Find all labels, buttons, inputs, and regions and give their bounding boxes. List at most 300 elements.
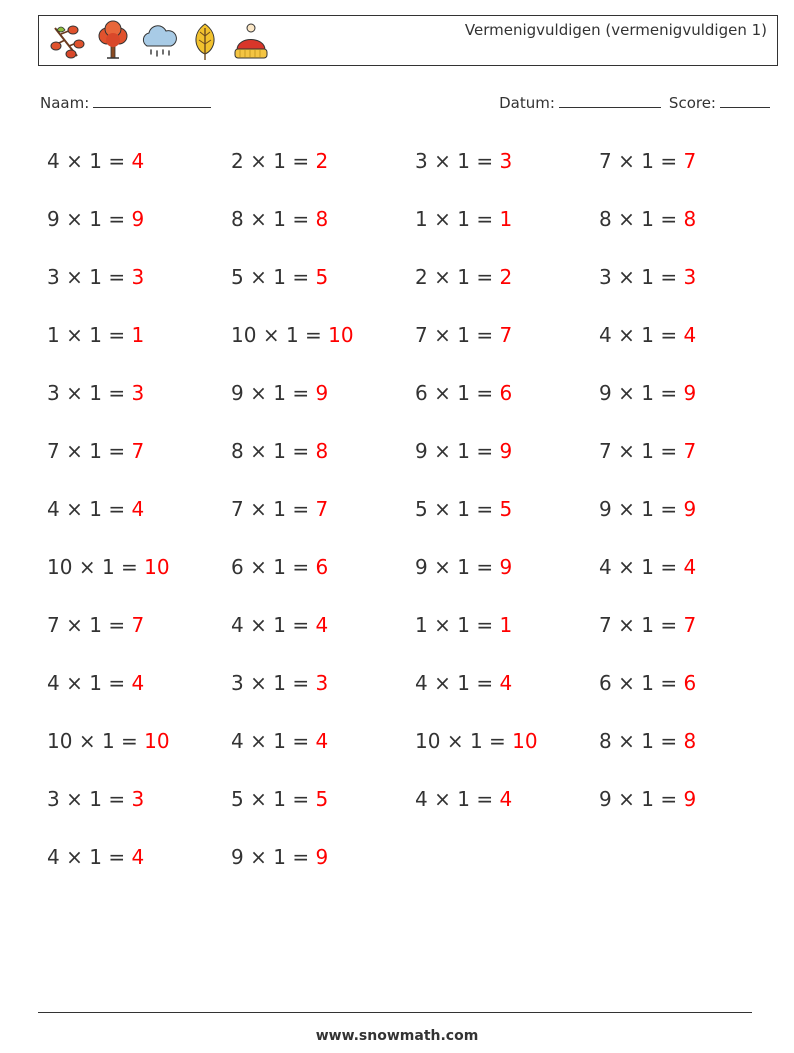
answer: 4 xyxy=(315,613,329,637)
factor-b: 1 xyxy=(457,323,470,347)
times-sign: × xyxy=(66,845,83,869)
times-sign: × xyxy=(66,381,83,405)
equals-sign: = xyxy=(476,497,494,521)
problem xyxy=(47,259,231,317)
problem-row xyxy=(47,665,787,723)
problem xyxy=(599,259,783,317)
factor-b: 1 xyxy=(457,149,470,173)
equals-sign: = xyxy=(476,149,494,173)
problem xyxy=(231,839,415,897)
problem-row xyxy=(47,201,787,259)
factor-b: 1 xyxy=(457,439,470,463)
problem xyxy=(599,665,783,723)
problem xyxy=(47,491,231,549)
answer: 4 xyxy=(315,729,329,753)
equals-sign: = xyxy=(108,787,126,811)
times-sign: × xyxy=(618,613,635,637)
equals-sign: = xyxy=(292,845,310,869)
factor-b: 1 xyxy=(89,149,102,173)
times-sign: × xyxy=(78,729,96,753)
times-sign: × xyxy=(66,207,83,231)
equals-sign: = xyxy=(292,265,310,289)
times-sign: × xyxy=(618,265,635,289)
factor-a: 5 xyxy=(231,265,244,289)
factor-b: 1 xyxy=(89,207,102,231)
equals-sign: = xyxy=(660,729,678,753)
factor-b: 1 xyxy=(273,729,286,753)
problem xyxy=(231,491,415,549)
name-field xyxy=(40,93,211,112)
factor-b: 1 xyxy=(89,613,102,637)
factor-b: 1 xyxy=(273,671,286,695)
footer-divider xyxy=(38,1012,752,1013)
score-blank-line[interactable] xyxy=(720,93,770,108)
factor-a: 1 xyxy=(47,323,60,347)
factor-a: 4 xyxy=(415,787,428,811)
factor-b: 1 xyxy=(457,381,470,405)
problem xyxy=(415,317,599,375)
times-sign: × xyxy=(250,787,267,811)
equals-sign: = xyxy=(108,149,126,173)
factor-b: 1 xyxy=(641,729,654,753)
times-sign: × xyxy=(66,613,83,637)
factor-a: 6 xyxy=(599,671,612,695)
times-sign: × xyxy=(434,497,451,521)
factor-b: 1 xyxy=(89,265,102,289)
times-sign: × xyxy=(446,729,464,753)
equals-sign: = xyxy=(292,149,310,173)
answer: 9 xyxy=(315,381,329,405)
equals-sign: = xyxy=(660,381,678,405)
equals-sign: = xyxy=(660,207,678,231)
problem-row xyxy=(47,607,787,665)
problem xyxy=(231,549,415,607)
times-sign: × xyxy=(66,787,83,811)
answer: 4 xyxy=(683,555,697,579)
answer: 7 xyxy=(315,497,329,521)
factor-a: 9 xyxy=(47,207,60,231)
times-sign: × xyxy=(618,787,635,811)
yellow-leaf-icon xyxy=(185,20,225,62)
problem xyxy=(599,607,783,665)
factor-b: 1 xyxy=(641,323,654,347)
factor-a: 10 xyxy=(231,323,257,347)
factor-a: 5 xyxy=(415,497,428,521)
answer: 3 xyxy=(315,671,329,695)
answer: 5 xyxy=(499,497,513,521)
problem xyxy=(231,723,415,781)
name-blank-line[interactable] xyxy=(93,93,211,108)
equals-sign: = xyxy=(476,555,494,579)
equals-sign: = xyxy=(660,555,678,579)
equals-sign: = xyxy=(292,613,310,637)
answer: 3 xyxy=(131,787,145,811)
problem xyxy=(231,317,415,375)
problem-row xyxy=(47,143,787,201)
times-sign: × xyxy=(250,497,267,521)
problem xyxy=(415,433,599,491)
factor-a: 4 xyxy=(231,613,244,637)
factor-a: 9 xyxy=(599,497,612,521)
factor-a: 3 xyxy=(415,149,428,173)
problem xyxy=(599,433,783,491)
answer: 10 xyxy=(512,729,538,753)
answer: 5 xyxy=(315,787,329,811)
problem xyxy=(47,607,231,665)
factor-a: 4 xyxy=(599,323,612,347)
factor-b: 1 xyxy=(641,613,654,637)
factor-a: 7 xyxy=(47,439,60,463)
factor-b: 1 xyxy=(273,265,286,289)
answer: 9 xyxy=(683,497,697,521)
worksheet-title: Vermenigvuldigen (vermenigvuldigen 1) xyxy=(464,21,767,39)
times-sign: × xyxy=(250,207,267,231)
factor-a: 9 xyxy=(231,381,244,405)
problem xyxy=(231,259,415,317)
factor-b: 1 xyxy=(641,497,654,521)
times-sign: × xyxy=(434,671,451,695)
problem xyxy=(599,723,783,781)
problem-row xyxy=(47,781,787,839)
problem xyxy=(415,781,599,839)
problem-row xyxy=(47,723,787,781)
factor-a: 3 xyxy=(231,671,244,695)
answer: 4 xyxy=(499,671,513,695)
problem xyxy=(47,143,231,201)
times-sign: × xyxy=(250,265,267,289)
problem-row xyxy=(47,433,787,491)
answer: 9 xyxy=(499,555,513,579)
factor-b: 1 xyxy=(89,497,102,521)
problem xyxy=(415,665,599,723)
answer: 7 xyxy=(131,613,145,637)
answer: 1 xyxy=(499,613,513,637)
times-sign: × xyxy=(250,845,267,869)
worksheet-header xyxy=(38,15,778,66)
answer: 1 xyxy=(499,207,513,231)
problem-row xyxy=(47,839,787,897)
answer: 4 xyxy=(131,845,145,869)
answer: 4 xyxy=(499,787,513,811)
factor-a: 1 xyxy=(415,613,428,637)
equals-sign: = xyxy=(476,671,494,695)
problem-grid xyxy=(47,143,787,897)
factor-b: 1 xyxy=(457,497,470,521)
problem xyxy=(599,375,783,433)
equals-sign: = xyxy=(292,729,310,753)
times-sign: × xyxy=(618,729,635,753)
times-sign: × xyxy=(78,555,96,579)
equals-sign: = xyxy=(476,207,494,231)
answer: 5 xyxy=(315,265,329,289)
equals-sign: = xyxy=(660,439,678,463)
problem xyxy=(231,375,415,433)
factor-b: 1 xyxy=(273,555,286,579)
factor-a: 7 xyxy=(599,613,612,637)
times-sign: × xyxy=(618,671,635,695)
times-sign: × xyxy=(250,381,267,405)
problem xyxy=(599,143,783,201)
equals-sign: = xyxy=(108,265,126,289)
factor-b: 1 xyxy=(273,149,286,173)
equals-sign: = xyxy=(305,323,322,347)
answer: 7 xyxy=(683,149,697,173)
answer: 2 xyxy=(315,149,329,173)
problem xyxy=(231,665,415,723)
equals-sign: = xyxy=(292,439,310,463)
answer: 1 xyxy=(131,323,145,347)
answer: 4 xyxy=(131,497,145,521)
times-sign: × xyxy=(66,265,83,289)
problem-row xyxy=(47,317,787,375)
equals-sign: = xyxy=(108,207,126,231)
factor-b: 1 xyxy=(273,381,286,405)
factor-a: 7 xyxy=(415,323,428,347)
answer: 6 xyxy=(499,381,513,405)
score-label: Score: xyxy=(668,94,716,112)
factor-b: 1 xyxy=(273,613,286,637)
times-sign: × xyxy=(434,787,451,811)
factor-b: 1 xyxy=(469,729,483,753)
times-sign: × xyxy=(66,439,83,463)
factor-b: 1 xyxy=(457,265,470,289)
times-sign: × xyxy=(434,149,451,173)
times-sign: × xyxy=(618,555,635,579)
equals-sign: = xyxy=(660,265,678,289)
times-sign: × xyxy=(618,497,635,521)
factor-a: 7 xyxy=(47,613,60,637)
equals-sign: = xyxy=(108,845,126,869)
equals-sign: = xyxy=(108,439,126,463)
factor-a: 4 xyxy=(47,497,60,521)
problem xyxy=(47,723,231,781)
equals-sign: = xyxy=(476,787,494,811)
factor-b: 1 xyxy=(457,207,470,231)
equals-sign: = xyxy=(476,265,494,289)
problem xyxy=(599,317,783,375)
equals-sign: = xyxy=(476,613,494,637)
answer: 8 xyxy=(315,207,329,231)
answer: 8 xyxy=(315,439,329,463)
times-sign: × xyxy=(618,381,635,405)
problem xyxy=(415,607,599,665)
answer: 8 xyxy=(683,207,697,231)
problem xyxy=(415,723,599,781)
answer: 7 xyxy=(131,439,145,463)
times-sign: × xyxy=(618,149,635,173)
factor-b: 1 xyxy=(641,671,654,695)
factor-b: 1 xyxy=(273,439,286,463)
factor-b: 1 xyxy=(457,671,470,695)
factor-a: 4 xyxy=(47,845,60,869)
factor-b: 1 xyxy=(457,613,470,637)
date-label: Datum: xyxy=(499,94,555,112)
times-sign: × xyxy=(250,555,267,579)
factor-a: 4 xyxy=(47,671,60,695)
problem xyxy=(415,375,599,433)
factor-a: 8 xyxy=(599,207,612,231)
problem xyxy=(415,143,599,201)
equals-sign: = xyxy=(292,555,310,579)
equals-sign: = xyxy=(660,323,678,347)
problem xyxy=(415,259,599,317)
equals-sign: = xyxy=(660,497,678,521)
date-score-fields xyxy=(499,93,770,112)
rosehip-branch-icon xyxy=(47,20,87,62)
equals-sign: = xyxy=(292,671,310,695)
factor-b: 1 xyxy=(101,555,115,579)
date-blank-line[interactable] xyxy=(559,93,661,108)
factor-b: 1 xyxy=(89,671,102,695)
factor-b: 1 xyxy=(641,265,654,289)
factor-b: 1 xyxy=(273,845,286,869)
factor-b: 1 xyxy=(89,787,102,811)
factor-a: 5 xyxy=(231,787,244,811)
times-sign: × xyxy=(434,207,451,231)
problem xyxy=(231,781,415,839)
problem xyxy=(415,549,599,607)
factor-a: 4 xyxy=(231,729,244,753)
factor-b: 1 xyxy=(89,845,102,869)
times-sign: × xyxy=(250,439,267,463)
answer: 10 xyxy=(144,729,170,753)
answer: 3 xyxy=(499,149,513,173)
problem xyxy=(47,665,231,723)
factor-a: 2 xyxy=(231,149,244,173)
factor-b: 1 xyxy=(89,323,102,347)
factor-a: 3 xyxy=(47,265,60,289)
times-sign: × xyxy=(434,381,451,405)
problem xyxy=(47,201,231,259)
factor-b: 1 xyxy=(89,381,102,405)
factor-a: 8 xyxy=(231,207,244,231)
factor-b: 1 xyxy=(641,555,654,579)
answer: 6 xyxy=(683,671,697,695)
equals-sign: = xyxy=(476,381,494,405)
winter-hat-icon xyxy=(231,20,271,62)
equals-sign: = xyxy=(476,323,494,347)
times-sign: × xyxy=(618,207,635,231)
factor-b: 1 xyxy=(273,787,286,811)
rain-cloud-icon xyxy=(139,20,179,62)
answer: 3 xyxy=(131,381,145,405)
times-sign: × xyxy=(250,671,267,695)
equals-sign: = xyxy=(660,671,678,695)
factor-b: 1 xyxy=(285,323,299,347)
equals-sign: = xyxy=(108,497,126,521)
equals-sign: = xyxy=(660,149,678,173)
answer: 7 xyxy=(683,613,697,637)
factor-b: 1 xyxy=(457,555,470,579)
factor-a: 10 xyxy=(415,729,441,753)
factor-a: 9 xyxy=(415,555,428,579)
equals-sign: = xyxy=(292,207,310,231)
factor-b: 1 xyxy=(457,787,470,811)
problem-row xyxy=(47,375,787,433)
factor-a: 9 xyxy=(415,439,428,463)
problem xyxy=(47,317,231,375)
times-sign: × xyxy=(434,439,451,463)
answer: 3 xyxy=(683,265,697,289)
problem xyxy=(415,201,599,259)
factor-a: 6 xyxy=(231,555,244,579)
times-sign: × xyxy=(250,149,267,173)
answer: 9 xyxy=(499,439,513,463)
factor-a: 3 xyxy=(47,787,60,811)
factor-b: 1 xyxy=(641,439,654,463)
equals-sign: = xyxy=(121,555,138,579)
equals-sign: = xyxy=(660,787,678,811)
problem xyxy=(231,143,415,201)
times-sign: × xyxy=(618,439,635,463)
answer: 9 xyxy=(131,207,145,231)
factor-b: 1 xyxy=(101,729,115,753)
answer: 9 xyxy=(683,787,697,811)
equals-sign: = xyxy=(108,323,126,347)
equals-sign: = xyxy=(108,671,126,695)
times-sign: × xyxy=(262,323,280,347)
times-sign: × xyxy=(250,613,267,637)
factor-a: 7 xyxy=(599,149,612,173)
times-sign: × xyxy=(66,149,83,173)
problem xyxy=(47,375,231,433)
footer-url: www.snowmath.com xyxy=(315,1028,479,1044)
answer: 9 xyxy=(683,381,697,405)
autumn-tree-icon xyxy=(93,20,133,62)
factor-a: 4 xyxy=(47,149,60,173)
times-sign: × xyxy=(434,555,451,579)
factor-b: 1 xyxy=(273,207,286,231)
problem xyxy=(599,201,783,259)
factor-a: 9 xyxy=(231,845,244,869)
problem xyxy=(599,781,783,839)
equals-sign: = xyxy=(660,613,678,637)
problem xyxy=(47,549,231,607)
factor-a: 9 xyxy=(599,787,612,811)
equals-sign: = xyxy=(292,497,310,521)
problem xyxy=(599,549,783,607)
equals-sign: = xyxy=(292,381,310,405)
answer: 2 xyxy=(499,265,513,289)
factor-a: 10 xyxy=(47,729,73,753)
times-sign: × xyxy=(434,323,451,347)
factor-a: 10 xyxy=(47,555,73,579)
factor-a: 4 xyxy=(599,555,612,579)
factor-a: 7 xyxy=(231,497,244,521)
answer: 7 xyxy=(499,323,513,347)
equals-sign: = xyxy=(292,787,310,811)
factor-a: 8 xyxy=(231,439,244,463)
problem xyxy=(47,781,231,839)
equals-sign: = xyxy=(108,613,126,637)
answer: 6 xyxy=(315,555,329,579)
answer: 10 xyxy=(144,555,170,579)
factor-b: 1 xyxy=(89,439,102,463)
factor-a: 7 xyxy=(599,439,612,463)
times-sign: × xyxy=(434,613,451,637)
problem xyxy=(47,433,231,491)
problem xyxy=(231,433,415,491)
answer: 4 xyxy=(131,149,145,173)
factor-b: 1 xyxy=(641,787,654,811)
times-sign: × xyxy=(250,729,267,753)
times-sign: × xyxy=(66,671,83,695)
factor-b: 1 xyxy=(273,497,286,521)
times-sign: × xyxy=(66,323,83,347)
equals-sign: = xyxy=(121,729,138,753)
problem xyxy=(599,491,783,549)
answer: 4 xyxy=(131,671,145,695)
